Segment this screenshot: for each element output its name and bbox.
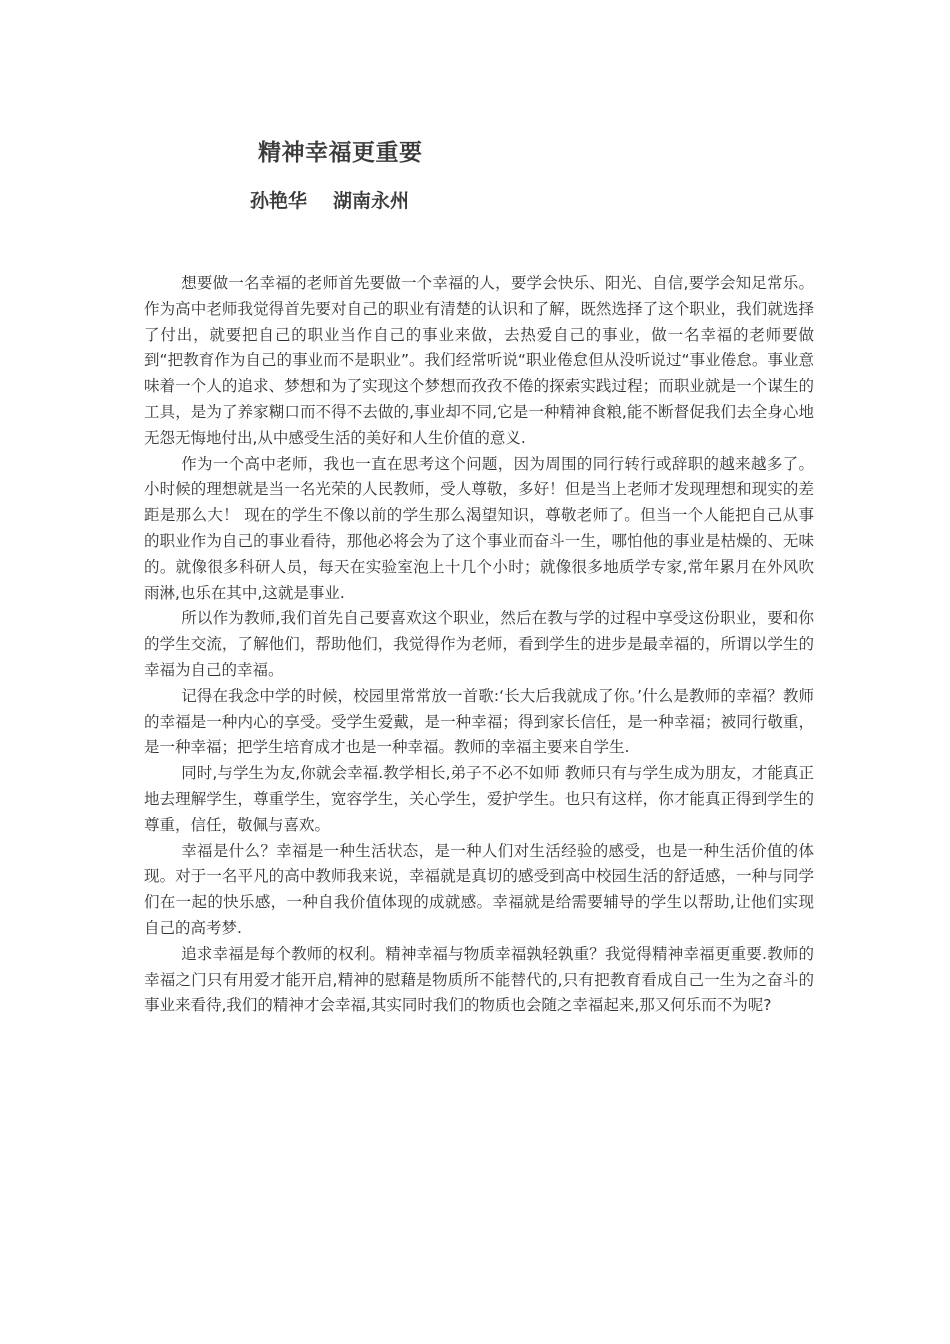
paragraph: 追求幸福是每个教师的权利。精神幸福与物质幸福孰轻孰重？我觉得精神幸福更重要.教师的幸福之门只有用爱才能开启,精神的慰藉是物质所不能替代的,只有把教育看成自己一生为之奋斗的事业来看待,我们的精神才会幸福,其实同时我们的物质也会随之幸福起来,那又何乐而不为呢? — [144, 944, 814, 1015]
paragraph: 幸福是什么？幸福是一种生活状态，是一种人们对生活经验的感受，也是一种生活价值的体现。对于一名平凡的高中教师我来说，幸福就是真切的感受到高中校园生活的舒适感，一种与同学们在一起的快乐感，一种自我价值体现的成就感。幸福就是给需要辅导的学生以帮助,让他们实现自己的高考梦. — [144, 841, 814, 937]
paragraph: 记得在我念中学的时候，校园里常常放一首歌:‘长大后我就成了你。’什么是教师的幸福？教师的幸福是一种内心的享受。受学生爱戴，是一种幸福；得到家长信任，是一种幸福；被同行敬重，是一种幸福；把学生培育成才也是一种幸福。教师的幸福主要来自学生. — [144, 686, 814, 757]
article-byline — [250, 186, 409, 213]
paragraph: 想要做一名幸福的老师首先要做一个幸福的人，要学会快乐、阳光、自信,要学会知足常乐。作为高中老师我觉得首先要对自己的职业有清楚的认识和了解，既然选择了这个职业，我们就选择了付出，就要把自己的职业当作自己的事业来做，去热爱自己的事业，做一名幸福的老师要做到“把教育作为自己的事业而不是职业”。我们经常听说“职业倦怠但从没听说过“事业倦怠。事业意味着一个人的追求、梦想和为了实现这个梦想而孜孜不倦的探索实践过程；而职业就是一个谋生的工具，是为了养家糊口而不得不去做的,事业却不同,它是一种精神食粮,能不断督促我们去全身心地无怨无悔地付出,从中感受生活的美好和人生价值的意义. — [144, 274, 814, 447]
author-name: 孙艳华 — [250, 190, 308, 212]
article-body — [144, 271, 814, 1019]
article-title: 精神幸福更重要 — [258, 140, 423, 166]
author-location: 湖南永州 — [333, 190, 410, 212]
paragraph: 作为一个高中老师，我也一直在思考这个问题，因为周围的同行转行或辞职的越来越多了。小时候的理想就是当一名光荣的人民教师，受人尊敬，多好！但是当上老师才发现理想和现实的差距是那么大！ 现在的学生不像以前的学生那么渴望知识，尊敬老师了。但当一个人能把自己从事的职业作为自己的事业看待，那他必将会为了这个事业而奋斗一生，哪怕他的事业是枯燥的、无味的。就像很多科研人员，每天在实验室泡上十几个小时；就像很多地质学专家,常年累月在外风吹雨淋,也乐在其中,这就是事业. — [144, 454, 814, 602]
paragraph: 所以作为教师,我们首先自己要喜欢这个职业，然后在教与学的过程中享受这份职业，要和你的学生交流，了解他们，帮助他们，我觉得作为老师，看到学生的进步是最幸福的，所谓以学生的幸福为自己的幸福。 — [144, 609, 814, 679]
paragraph: 同时,与学生为友,你就会幸福.教学相长,弟子不必不如师 教师只有与学生成为朋友，才能真正地去理解学生，尊重学生，宽容学生，关心学生，爱护学生。也只有这样，你才能真正得到学生的尊重，信任，敬佩与喜欢。 — [144, 764, 814, 834]
